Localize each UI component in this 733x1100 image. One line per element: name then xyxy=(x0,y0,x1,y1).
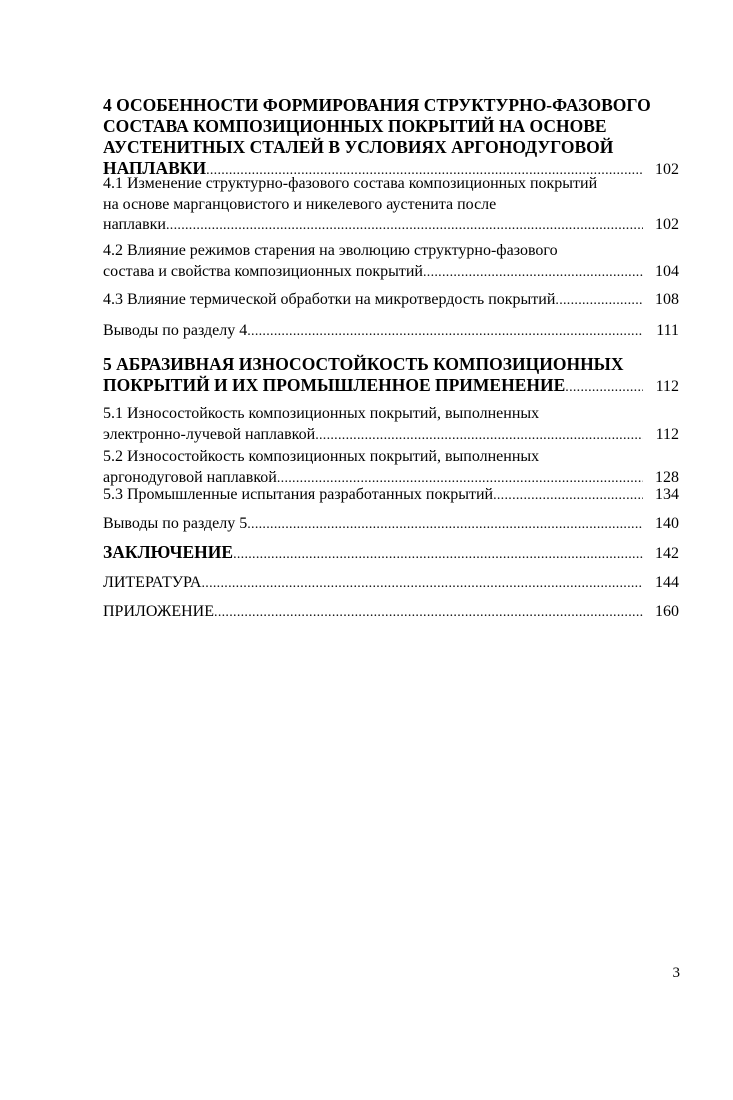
toc-entry-line: наплавки xyxy=(103,216,166,233)
toc-entry-line: аргонодуговой наплавкой xyxy=(103,468,277,486)
toc-page-number: 144 xyxy=(655,574,679,591)
toc-entry-line: 4.1 Изменение структурно-фазового состава композиционных покрытий xyxy=(103,175,598,192)
toc-entry-4-1[interactable] xyxy=(103,174,679,237)
toc-entry-line: Выводы по разделу 5 xyxy=(103,515,248,532)
toc-page-number: 102 xyxy=(655,161,679,178)
toc-entry-last-line xyxy=(103,602,679,624)
dot-leader xyxy=(166,216,643,237)
toc-page-number: 102 xyxy=(655,216,679,233)
toc-entry-conclusions-4[interactable] xyxy=(103,321,679,343)
toc-page-number: 112 xyxy=(655,378,679,395)
dot-leader xyxy=(423,263,643,284)
dot-leader xyxy=(247,322,643,343)
dot-leader xyxy=(214,603,643,624)
toc-page-number: 160 xyxy=(655,603,679,620)
toc-entry-line: НАПЛАВКИ xyxy=(103,158,207,178)
toc-page-number: 142 xyxy=(655,545,679,562)
toc-entry-5-1[interactable] xyxy=(103,404,679,446)
toc-entry-line: СОСТАВА КОМПОЗИЦИОННЫХ ПОКРЫТИЙ НА ОСНОВЕ xyxy=(103,116,607,136)
toc-entry-5-3[interactable] xyxy=(103,485,679,507)
toc-entry-last-line xyxy=(103,573,679,595)
toc-entry-last-line xyxy=(103,290,679,312)
dot-leader xyxy=(493,486,643,507)
toc-entry-line: ПРИЛОЖЕНИЕ xyxy=(103,603,215,620)
toc-entry-conclusions-5[interactable] xyxy=(103,514,679,536)
toc-entry-line: Выводы по разделу 4 xyxy=(103,322,248,339)
toc-entry-last-line xyxy=(103,542,679,565)
dot-leader xyxy=(233,544,643,565)
toc-entry-last-line xyxy=(103,321,679,343)
toc-page-number: 140 xyxy=(655,515,679,532)
toc-entry-last-line xyxy=(103,215,679,237)
toc-entry-line: ЗАКЛЮЧЕНИЕ xyxy=(103,542,234,562)
dot-leader xyxy=(565,377,643,398)
toc-page-number: 104 xyxy=(655,262,679,280)
toc-entry-chapter-5[interactable] xyxy=(103,354,679,398)
toc-entry-line: АУСТЕНИТНЫХ СТАЛЕЙ В УСЛОВИЯХ АРГОНОДУГОВОЙ xyxy=(103,137,614,157)
toc-page-number: 108 xyxy=(655,291,679,308)
toc-entry-last-line xyxy=(103,485,679,507)
toc-entry-line: состава и свойства композиционных покрытий xyxy=(103,262,423,280)
dot-leader xyxy=(555,291,643,312)
toc-entry-line: 5.2 Износостойкость композиционных покрытий, выполненных xyxy=(103,448,540,465)
toc-entry-line: 4.3 Влияние термической обработки на микротвердость покрытий xyxy=(103,291,556,308)
toc-entry-line: на основе марганцовистого и никелевого аустенита после xyxy=(103,195,497,213)
toc-entry-line: 5.1 Износостойкость композиционных покрытий, выполненных xyxy=(103,405,540,422)
toc-page-number: 134 xyxy=(655,486,679,503)
toc-entry-appendix[interactable] xyxy=(103,602,679,624)
toc-entry-last-line xyxy=(103,425,679,447)
toc-entry-line: ЛИТЕРАТУРА xyxy=(103,574,202,591)
toc-entry-line: 4.2 Влияние режимов старения на эволюцию структурно-фазового xyxy=(103,242,558,259)
toc-entry-references[interactable] xyxy=(103,573,679,595)
toc-entry-5-2[interactable] xyxy=(103,447,679,489)
toc-entry-chapter-4[interactable] xyxy=(103,95,679,181)
toc-page-number: 111 xyxy=(656,322,679,339)
dot-leader xyxy=(315,426,643,447)
page-number: 3 xyxy=(672,965,680,981)
toc-entry-line: 5 АБРАЗИВНАЯ ИЗНОСОСТОЙКОСТЬ КОМПОЗИЦИОННЫХ xyxy=(103,354,624,374)
toc-entry-4-2[interactable] xyxy=(103,241,679,283)
toc-entry-line: 4 ОСОБЕННОСТИ ФОРМИРОВАНИЯ СТРУКТУРНО-ФАЗОВОГО xyxy=(103,95,651,115)
toc-entry-4-3[interactable] xyxy=(103,290,679,312)
dot-leader xyxy=(201,574,643,595)
dot-leader xyxy=(247,515,643,536)
toc-page-number: 112 xyxy=(655,425,679,443)
toc-entry-line: электронно-лучевой наплавкой xyxy=(103,425,316,443)
toc-entry-last-line xyxy=(103,262,679,284)
toc-entry-last-line xyxy=(103,514,679,536)
toc-entry-line: 5.3 Промышленные испытания разработанных покрытий xyxy=(103,486,494,503)
toc-page-number: 128 xyxy=(655,468,679,486)
toc-entry-conclusion[interactable] xyxy=(103,542,679,565)
toc-entry-line: ПОКРЫТИЙ И ИХ ПРОМЫШЛЕННОЕ ПРИМЕНЕНИЕ xyxy=(103,375,566,395)
toc-entry-last-line xyxy=(103,375,679,398)
